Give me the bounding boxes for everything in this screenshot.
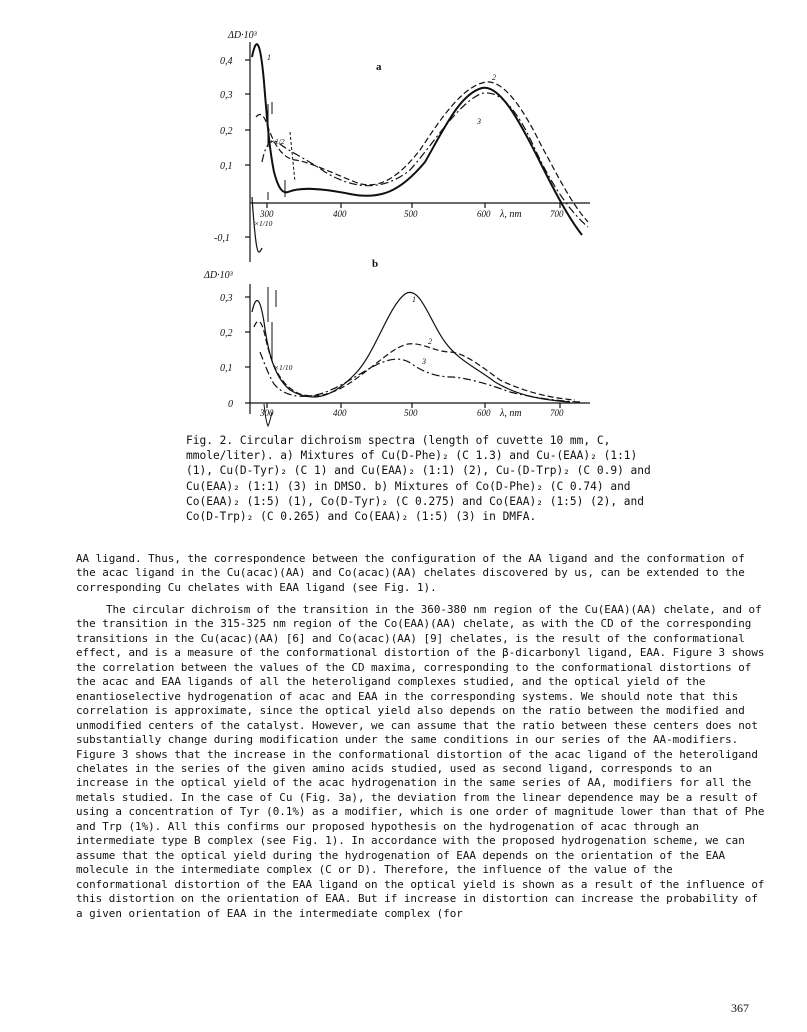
panel-b-curve-label-3: 3	[422, 357, 426, 366]
panel-b-label: b	[372, 258, 379, 270]
panel-b-xtick-4: 600	[477, 408, 491, 418]
panel-b-ytick-2: 0,2	[220, 328, 233, 339]
panel-b-curve-label-2: 2	[428, 337, 432, 346]
panel-b-curve-label-1: 1	[412, 295, 416, 304]
panel-b-ytick-1: 0,3	[220, 293, 233, 304]
panel-a-scale-note-2: ×1/10	[254, 219, 273, 228]
panel-a-y-axis-label: ΔD·10³	[228, 30, 257, 41]
paragraph-2: The circular dichroism of the transition in the 360-380 nm region of the Cu(EAA)(AA) chelate, and of the transition in the 315-325 nm region of the Co(EAA)(AA) chelate, as with the CD of the corresponding transitions in the Cu(acac)(AA) [6] and Co(acac)(AA) [9] chelates, is the result of the conformational effect, and is a measure of the conformational distortion of the β-dicarbonyl ligand, EAA. Figure 3 shows the correlation between the values of the CD maxima, corresponding to the conformational distortions of the acac and EAA ligands of all the heteroligand complexes studied, and the optical yield of the enantioselective hydrogenation of acac and EAA in the corresponding systems. We should note that this correlation is approximate, since the optical yield also depends on the ratio between the modified and unmodified centers of the catalyst. However, we can assume that the ratio between these centers does not substantially change during modification under the same conditions in our series of the AA-modifiers. Figure 3 shows that the increase in the conformational distortion of the acac ligand of the heteroligand chelates in the series of the given amino acids studied, used as second ligand, corresponds to an increase in the optical yield of the acac hydrogenation in the same series of AA, modifiers for all the metals studied. In the case of Cu (Fig. 3a), the deviation from the linear dependence may be a result of using a concentration of Tyr (0.1%) as a modifier, which is one order of magnitude lower than that of Phe and Trp (1%). All this confirms our proposed hypothesis on the hydrogenation of acac through an intermediate type B complex (see Fig. 1). In accordance with the proposed hydrogenation scheme, we can assume that the optical yield during the hydrogenation of EAA depends on the orientation of the EAA molecule in the intermediate complex (C or D). Therefore, the influence of the value of the conformational distortion of the EAA ligand on the optical yield is shown as a result of the influence of this distortion on the orientation of EAA. But if increase in distortion can increase the probability of a given orientation of EAA in the intermediate complex (for	[76, 603, 765, 920]
panel-b-scale-note-1: ×1/10	[274, 363, 293, 372]
paragraph-1: AA ligand. Thus, the correspondence between the configuration of the AA ligand and the conformation of the acac ligand in the Cu(acac)(AA) and Co(acac)(AA) chelates discovered by us, can be extended to the corresponding Cu chelates with EAA ligand (see Fig. 1).	[76, 552, 745, 594]
panel-a-ytick-2: 0,3	[220, 90, 233, 101]
panel-a-xtick-1: 300	[260, 209, 274, 219]
panel-a-x-axis-label: λ, nm	[500, 209, 522, 220]
panel-a-scale-note-1: ×1/2	[270, 137, 285, 146]
panel-a-ytick-1: 0,4	[220, 56, 233, 67]
page-number: 367	[731, 1001, 749, 1015]
panel-a-ytick-3: 0,2	[220, 126, 233, 137]
panel-b-curve-2	[254, 321, 575, 400]
panel-a-xtick-2: 400	[333, 209, 347, 219]
panel-a-curve-label-2: 2	[492, 73, 496, 82]
panel-b-xtick-5: 700	[550, 408, 564, 418]
panel-a-curve-1	[252, 44, 582, 235]
panel-a-xtick-4: 600	[477, 209, 491, 219]
figure-2-cd-spectra	[190, 22, 780, 432]
panel-a-xtick-5: 700	[550, 209, 564, 219]
panel-b-xtick-2: 400	[333, 408, 347, 418]
panel-b-y-axis-label: ΔD·10³	[204, 270, 233, 281]
figure-caption: Fig. 2. Circular dichroism spectra (length of cuvette 10 mm, C, mmole/liter). a) Mixtures of Cu(D-Phe)₂ (C 1.3) and Cu-(EAA)₂ (1:1) (1), Cu(D-Tyr)₂ (C 1) and Cu(EAA)₂ (1:1) (2), Cu-(D-Trp)₂ (C 0.9) and Cu(EAA)₂ (1:1) (3) in DMSO. b) Mixtures of Co(D-Phe)₂ (C 0.74) and Co(EAA)₂ (1:5) (1), Co(D-Tyr)₂ (C 0.275) and Co(EAA)₂ (1:5) (2), and Co(D-Trp)₂ (C 0.265) and Co(EAA)₂ (1:5) (3) in DMFA.	[186, 434, 651, 524]
panel-b-ytick-3: 0,1	[220, 363, 233, 374]
panel-b-x-axis-label: λ, nm	[500, 408, 522, 419]
panel-b	[245, 284, 590, 426]
panel-a	[245, 42, 590, 262]
panel-a-ytick-5: -0,1	[214, 233, 230, 244]
panel-a-curve-2	[256, 82, 588, 222]
panel-b-curve-1	[252, 292, 570, 402]
panel-a-curve-label-1: 1	[267, 53, 271, 62]
panel-a-curve-label-3: 3	[477, 117, 481, 126]
panel-b-xtick-3: 500	[404, 408, 418, 418]
panel-a-label: a	[376, 61, 382, 73]
panel-a-xtick-3: 500	[404, 209, 418, 219]
panel-b-xtick-1: 300	[260, 408, 274, 418]
panel-a-ytick-4: 0,1	[220, 161, 233, 172]
panel-b-curve-3	[260, 352, 580, 402]
panel-b-ytick-4: 0	[228, 399, 233, 410]
